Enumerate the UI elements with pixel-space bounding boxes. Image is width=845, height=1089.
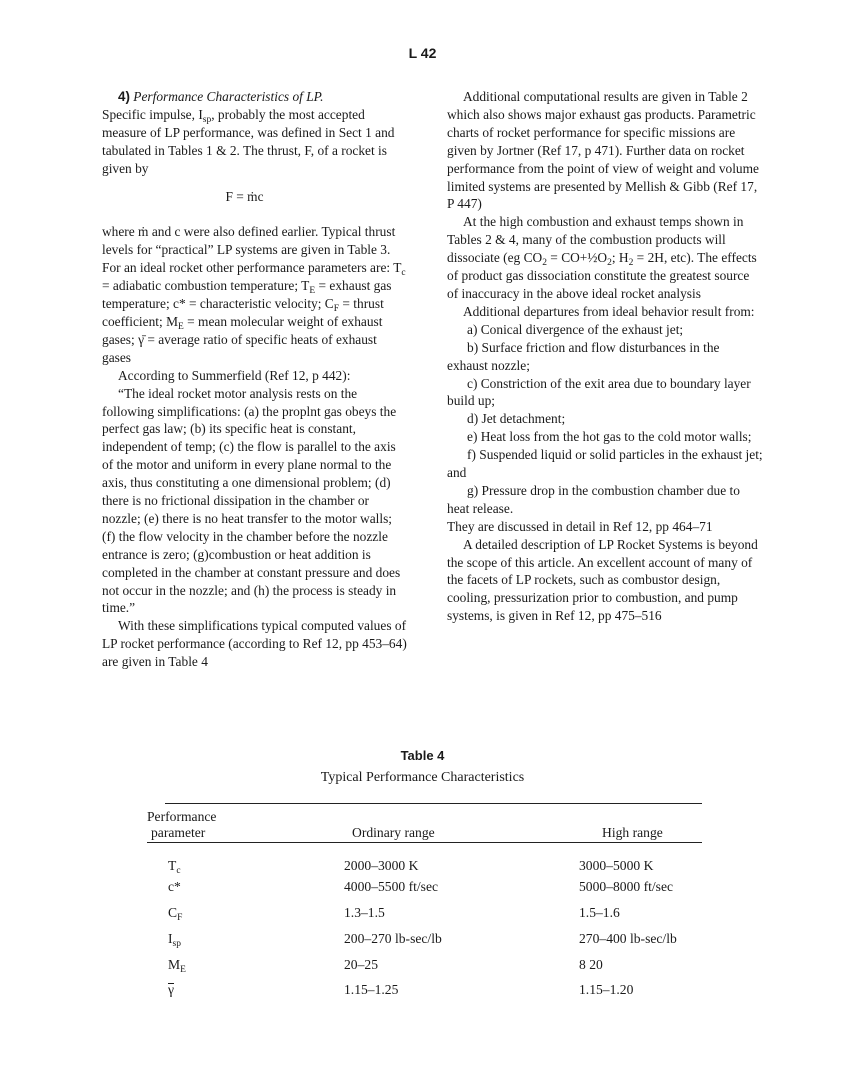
ordinary-value: 2000–3000 K: [344, 858, 419, 873]
ordinary-value: 20–25: [344, 957, 378, 972]
ordinary-value: 1.15–1.25: [344, 982, 399, 997]
ordinary-value: 1.3–1.5: [344, 905, 385, 920]
header-parameter: Performance parameter: [147, 809, 217, 840]
paragraph-additional-results: Additional computational results are given in Table 2 which also shows major exhaust gas products. Parametric charts of rocket performance for specific missions are given by Jortner (Ref 17, p 471). Further data on rocket performance from the point of view of weight and volume limited systems are presented by Mellish & Gibb (Ref 17, P 447): [447, 89, 759, 212]
table-row: [0, 879, 845, 901]
paragraph-table-ref: With these simplifications typical computed values of LP rocket performance (according to Ref 12, pp 453–64) are given in Table 4: [102, 618, 407, 670]
param-symbol: $T_c$: [168, 858, 181, 876]
high-value: 3000–5000 K: [579, 858, 654, 873]
paragraph-parameters: where ṁ and c were also defined earlier. Typical thrust levels for “practical” LP systems are given in Table 3. For an ideal rocket other performance parameters are: $T_c$ = adiabatic combustion temperature; $T_E$ = exhaust gas temperature; c* = characteristic velocity; $C_F$ = thrust coefficient; $M_E$ = mean molecular weight of exhaust gases; γ̄ = average ratio of specific heats of exhaust gases: [102, 224, 406, 365]
list-item: b) Surface friction and flow disturbances in the exhaust nozzle;: [447, 339, 720, 373]
high-value: 8 20: [579, 957, 603, 972]
list-item: c) Constriction of the exit area due to boundary layer build up;: [447, 375, 751, 409]
header-high-range: High range: [602, 825, 663, 840]
table-row: [0, 957, 845, 979]
param-symbol: γ: [168, 982, 175, 997]
list-item: a) Conical divergence of the exhaust jet;: [467, 321, 684, 337]
table-row: [0, 982, 845, 1004]
page-number: L 42: [408, 45, 437, 61]
list-item: g) Pressure drop in the combustion chamber due to heat release.: [447, 482, 740, 516]
paragraph-dissociation: At the high combustion and exhaust temps shown in Tables 2 & 4, many of the combustion products will dissociate (eg $CO_2$ = $CO+\frac{1}{2}O_2$; $H_2 = 2H$, etc). The effects of product gas dissociation constitute the greatest source of inaccuracy in the above ideal rocket analysis: [447, 214, 757, 301]
list-item: f) Suspended liquid or solid particles in the exhaust jet; and: [447, 447, 763, 481]
high-value: 1.15–1.20: [579, 982, 634, 997]
thrust-equation: F = ṁc: [225, 188, 264, 204]
high-value: 5000–8000 ft/sec: [579, 879, 674, 894]
table-row: [0, 931, 845, 953]
paragraph-departures: Additional departures from ideal behavior result from:: [463, 303, 755, 319]
header-ordinary-range: Ordinary range: [352, 825, 435, 840]
table-top-rule: [165, 803, 702, 804]
table-label: Table 4: [400, 748, 445, 763]
section-number: 4): [118, 89, 130, 104]
paragraph-quote: “The ideal rocket motor analysis rests on the following simplifications: (a) the proplnt gas obeys the perfect gas law; (b) its specific heat is constant, independent of temp; (c) the flow is parallel to the axis of the motor and uniform in every plane normal to the axis, thus constituting a one dimensional problem; (d) there is no frictional dissipation in the chamber or nozzle; (e) there is no heat transfer to the motor walls; (f) the flow velocity in the chamber before the nozzle entrance is zero; (g)combustion or heat addition is completed in the chamber at constant pressure and does not occur in the nozzle; and (h) the process is steady in time.”: [102, 385, 401, 616]
paragraph-discussed: They are discussed in detail in Ref 12, pp 464–71: [447, 518, 713, 534]
param-symbol: c*: [168, 879, 181, 894]
section-heading: [102, 88, 407, 106]
table-caption: Typical Performance Characteristics: [320, 770, 525, 785]
table-row: [0, 905, 845, 927]
ordinary-value: 200–270 lb-sec/lb: [344, 931, 442, 946]
high-value: 1.5–1.6: [579, 905, 620, 920]
table-row: [0, 858, 845, 880]
right-column: [447, 88, 763, 625]
section-title: Performance Characteristics of LP.: [133, 89, 324, 104]
table-header-rule: [147, 842, 702, 843]
paragraph-summerfield: According to Summerfield (Ref 12, p 442):: [118, 367, 351, 383]
paragraph-specific-impulse: Specific impulse, $I_{sp}$, probably the most accepted measure of LP performance, was defined in Sect 1 and tabulated in Tables 1 & 2. The thrust, F, of a rocket is given by: [102, 106, 395, 176]
paragraph-lp-systems: A detailed description of LP Rocket Systems is beyond the scope of this article. An excellent account of many of the facets of LP rockets, such as combustor design, cooling, pressurization prior to combustion, and pump systems, is given in Ref 12, pp 475–516: [447, 536, 758, 624]
list-item: d) Jet detachment;: [467, 411, 566, 427]
ordinary-value: 4000–5500 ft/sec: [344, 879, 439, 894]
list-item: e) Heat loss from the hot gas to the cold motor walls;: [467, 429, 752, 445]
param-symbol: $I_{sp}$: [168, 931, 181, 949]
param-symbol: $C_F$: [168, 905, 183, 923]
param-symbol: $M_E$: [168, 957, 186, 975]
high-value: 270–400 lb-sec/lb: [579, 931, 677, 946]
left-column: [102, 88, 407, 671]
